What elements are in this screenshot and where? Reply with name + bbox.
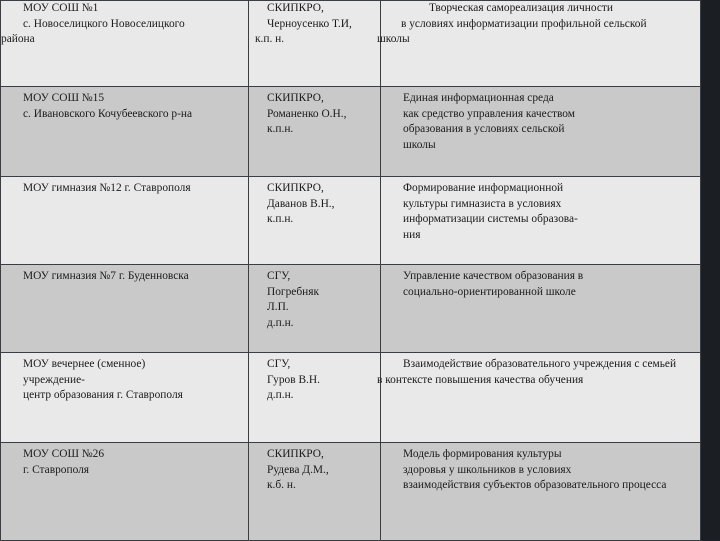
school-cell (1, 1, 249, 87)
supervisor-line: к.б. н. (267, 479, 296, 491)
supervisor-cell (249, 1, 381, 87)
topic-line: Формирование информационной (403, 182, 564, 194)
slide-right-edge (698, 0, 720, 540)
topic-line: Модель формирования культуры (403, 448, 562, 460)
topic-line: социально-ориентированной школе (403, 285, 576, 298)
supervisor-line: д.п.н. (267, 316, 294, 329)
supervisor-line: Даванов В.Н., (267, 197, 335, 210)
supervisor-line: СКИПКРО, (267, 182, 324, 194)
school-line: МОУ СОШ №1 (23, 2, 99, 14)
supervisor-line: Черноусенко Т.И, (267, 17, 352, 30)
topic-line: школы (403, 138, 436, 151)
topic-line: Взаимодействие образовательного учреждения с семьей (403, 358, 677, 370)
school-cell (1, 87, 249, 177)
topic-line: ния (403, 228, 421, 241)
table-row (1, 265, 701, 353)
school-cell (1, 177, 249, 265)
table-row (1, 443, 701, 541)
school-line: г. Ставрополя (23, 463, 90, 476)
topic-cell (377, 353, 701, 443)
table-row (1, 1, 701, 87)
supervisor-cell (249, 443, 381, 541)
table-row (1, 87, 701, 177)
supervisor-line: Гуров В.Н. (267, 373, 320, 386)
topic-line: информатизации системы образова- (403, 213, 578, 225)
supervisor-line: к.п. н. (255, 33, 285, 45)
topic-line: взаимодействия субъектов образовательного процесса (403, 479, 667, 491)
topic-cell (381, 443, 701, 541)
supervisor-cell (249, 353, 381, 443)
supervisor-line: к.п.н. (267, 123, 294, 135)
topic-line: школы (377, 33, 410, 45)
supervisor-line: Романенко О.Н., (267, 107, 347, 120)
topic-cell (381, 177, 701, 265)
school-line: МОУ гимназия №7 г. Буденновска (23, 270, 189, 282)
school-cell (1, 353, 249, 443)
topic-line: Управление качеством образования в (403, 270, 584, 282)
topic-line: культуры гимназиста в условиях (403, 197, 562, 210)
supervisor-line: Рудева Д.М., (267, 463, 329, 476)
topic-cell (377, 1, 701, 87)
supervisor-line: СКИПКРО, (267, 92, 324, 104)
school-line: с. Новоселицкого Новоселицкого (23, 17, 185, 30)
table-row (1, 177, 701, 265)
school-line: района (1, 33, 35, 45)
school-cell (1, 443, 249, 541)
supervisor-line: СГУ, (267, 358, 291, 370)
school-line: МОУ вечернее (сменное) (23, 358, 146, 370)
supervisor-line: СКИПКРО, (267, 448, 324, 460)
supervisor-line: Погребняк (267, 285, 320, 298)
supervisor-cell (249, 265, 381, 353)
supervisor-cell (249, 87, 381, 177)
topic-line: в контексте повышения качества обучения (377, 373, 584, 386)
supervisor-line: СГУ, (267, 270, 291, 282)
school-line: МОУ СОШ №26 (23, 448, 105, 460)
school-line: учреждение- (23, 373, 85, 386)
school-line: центр образования г. Ставрополя (23, 389, 183, 401)
supervisor-cell (249, 177, 381, 265)
school-line: с. Ивановского Кочубеевского р-на (23, 107, 193, 120)
topic-line: в условиях информатизации профильной сельской (401, 17, 647, 30)
supervisor-line: Л.П. (267, 301, 289, 313)
topic-line: Творческая самореализация личности (429, 2, 613, 14)
supervisor-line: СКИПКРО, (267, 2, 324, 14)
school-cell (1, 265, 249, 353)
topic-cell (381, 265, 701, 353)
school-line: МОУ СОШ №15 (23, 92, 105, 104)
supervisor-line: к.п.н. (267, 213, 294, 225)
topic-cell (381, 87, 701, 177)
topic-line: образования в условиях сельской (403, 123, 565, 135)
table-body (1, 1, 701, 541)
topic-line: как средство управления качеством (403, 107, 575, 120)
school-line: МОУ гимназия №12 г. Ставрополя (23, 182, 191, 194)
supervisor-line: д.п.н. (267, 389, 294, 401)
table-row (1, 353, 701, 443)
topic-line: здоровья у школьников в условиях (403, 463, 572, 476)
topic-line: Единая информационная среда (403, 92, 554, 104)
